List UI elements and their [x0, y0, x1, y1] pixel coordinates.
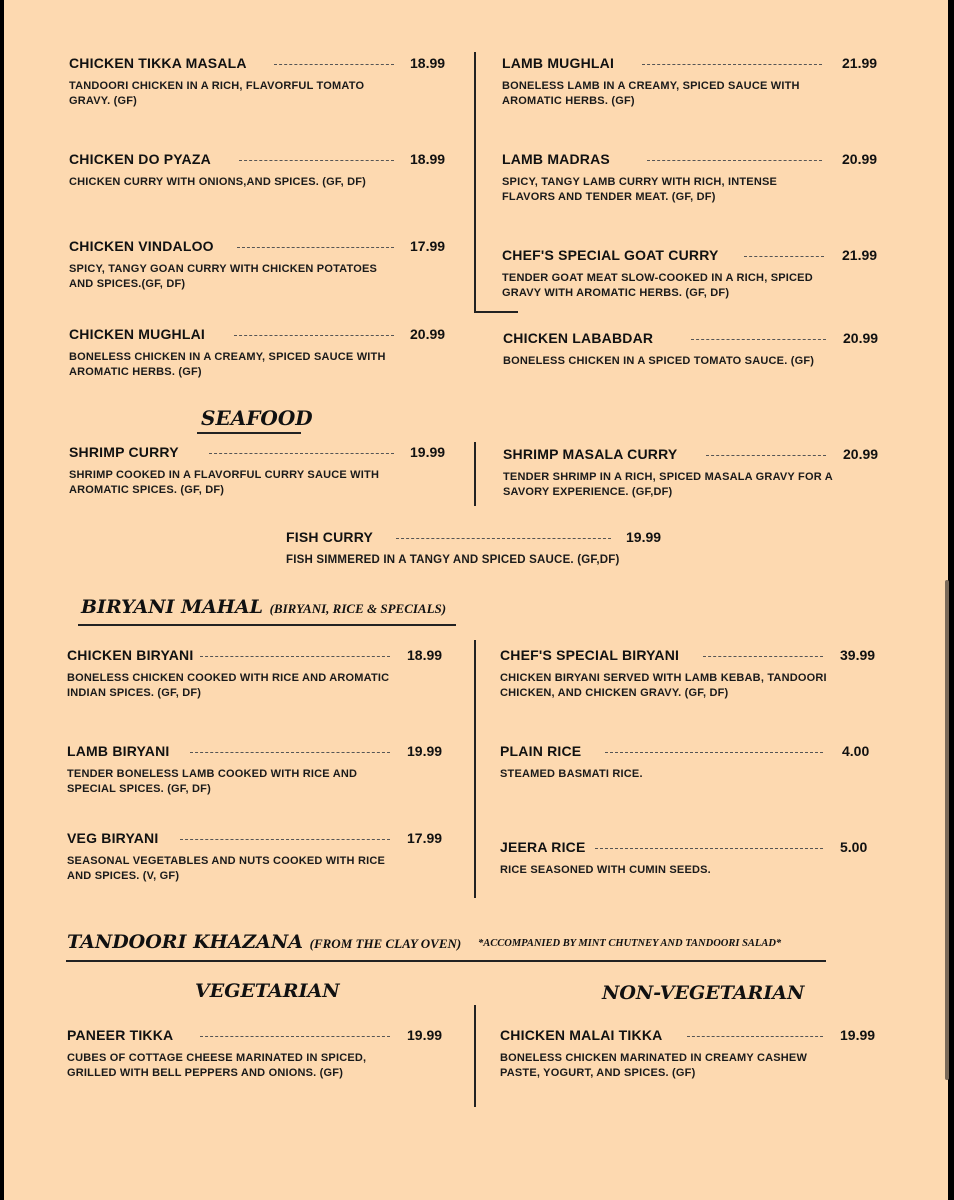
item-description: BONELESS CHICKEN IN A SPICED TOMATO SAUCE. (GF): [503, 355, 815, 367]
section-title-biryani: [81, 596, 446, 618]
section-title-tandoori: [67, 931, 461, 953]
leader-dots: [234, 335, 394, 336]
column-divider: [474, 442, 476, 506]
item-name: CHICKEN LABABDAR: [503, 330, 654, 346]
item-price: 21.99: [842, 55, 878, 71]
item-description: BONELESS CHICKEN IN A CREAMY, SPICED SAUCE WITH AROMATIC HERBS. (GF): [69, 351, 386, 378]
item-name: PANEER TIKKA: [67, 1027, 174, 1043]
item-name: CHEF'S SPECIAL BIRYANI: [500, 647, 680, 663]
leader-dots: [605, 752, 823, 753]
item-name: SHRIMP CURRY: [69, 444, 179, 460]
section-subtitle: (FROM THE CLAY OVEN): [309, 936, 462, 951]
item-description: FISH SIMMERED IN A TANGY AND SPICED SAUCE. (GF,DF): [286, 554, 620, 566]
item-description: CHICKEN BIRYANI SERVED WITH LAMB KEBAB, TANDOORI CHICKEN, AND CHICKEN GRAVY. (GF, DF): [500, 672, 827, 699]
leader-dots: [239, 160, 394, 161]
item-description: SHRIMP COOKED IN A FLAVORFUL CURRY SAUCE WITH AROMATIC SPICES. (GF, DF): [69, 469, 380, 496]
section-note: *ACCOMPANIED BY MINT CHUTNEY AND TANDOORI SALAD*: [478, 938, 782, 949]
section-underline: [66, 960, 826, 962]
item-price: 19.99: [410, 444, 446, 460]
leader-dots: [180, 839, 390, 840]
item-description: BONELESS LAMB IN A CREAMY, SPICED SAUCE WITH AROMATIC HERBS. (GF): [502, 80, 800, 107]
item-name: CHICKEN VINDALOO: [69, 238, 214, 254]
leader-dots: [274, 64, 394, 65]
item-name: CHICKEN TIKKA MASALA: [69, 55, 247, 71]
leader-dots: [396, 538, 611, 539]
item-description: TENDER SHRIMP IN A RICH, SPICED MASALA GRAVY FOR A SAVORY EXPERIENCE. (GF,DF): [503, 471, 833, 498]
item-price: 5.00: [840, 839, 868, 855]
leader-dots: [595, 848, 823, 849]
item-price: 19.99: [626, 529, 662, 545]
subsection-title-non-vegetarian: NON-VEGETARIAN: [602, 982, 805, 1004]
leader-dots: [209, 453, 394, 454]
item-price: 21.99: [842, 247, 878, 263]
item-price: 17.99: [407, 830, 443, 846]
vertical-scrollbar[interactable]: [945, 580, 949, 1080]
item-name: SHRIMP MASALA CURRY: [503, 446, 678, 462]
item-name: FISH CURRY: [286, 529, 374, 545]
item-price: 20.99: [842, 151, 878, 167]
leader-dots: [706, 455, 826, 456]
item-description: RICE SEASONED WITH CUMIN SEEDS.: [500, 864, 711, 876]
column-divider: [474, 1005, 476, 1107]
item-name: CHICKEN MALAI TIKKA: [500, 1027, 663, 1043]
item-description: SEASONAL VEGETABLES AND NUTS COOKED WITH RICE AND SPICES. (V, GF): [67, 855, 386, 882]
item-description: TENDER GOAT MEAT SLOW-COOKED IN A RICH, SPICED GRAVY WITH AROMATIC HERBS. (GF, DF): [502, 272, 813, 299]
item-description: BONELESS CHICKEN MARINATED IN CREAMY CASHEW PASTE, YOGURT, AND SPICES. (GF): [500, 1052, 808, 1079]
section-underline: [197, 432, 301, 434]
menu-page: [4, 0, 948, 1200]
item-price: 20.99: [843, 446, 879, 462]
item-price: 39.99: [840, 647, 876, 663]
item-description: TENDER BONELESS LAMB COOKED WITH RICE AND SPECIAL SPICES. (GF, DF): [67, 768, 358, 795]
leader-dots: [642, 64, 822, 65]
item-name: LAMB MADRAS: [502, 151, 610, 167]
item-price: 18.99: [410, 151, 446, 167]
item-name: LAMB MUGHLAI: [502, 55, 615, 71]
item-description: TANDOORI CHICKEN IN A RICH, FLAVORFUL TOMATO GRAVY. (GF): [69, 80, 365, 107]
leader-dots: [647, 160, 822, 161]
item-price: 19.99: [840, 1027, 876, 1043]
item-price: 18.99: [410, 55, 446, 71]
section-title-seafood: SEAFOOD: [201, 406, 313, 430]
item-description: SPICY, TANGY LAMB CURRY WITH RICH, INTENSE FLAVORS AND TENDER MEAT. (GF, DF): [502, 176, 778, 203]
leader-dots: [744, 256, 824, 257]
leader-dots: [687, 1036, 823, 1037]
item-description: SPICY, TANGY GOAN CURRY WITH CHICKEN POTATOES AND SPICES.(GF, DF): [69, 263, 378, 290]
item-price: 4.00: [842, 743, 870, 759]
column-divider: [474, 640, 476, 898]
leader-dots: [190, 752, 390, 753]
item-name: VEG BIRYANI: [67, 830, 159, 846]
item-name: CHICKEN MUGHLAI: [69, 326, 205, 342]
item-price: 18.99: [407, 647, 443, 663]
subsection-title-vegetarian: VEGETARIAN: [195, 980, 340, 1002]
leader-dots: [237, 247, 394, 248]
item-description: CHICKEN CURRY WITH ONIONS,AND SPICES. (GF, DF): [69, 176, 367, 188]
section-subtitle: (BIRYANI, RICE & SPECIALS): [269, 601, 447, 616]
item-description: BONELESS CHICKEN COOKED WITH RICE AND AROMATIC INDIAN SPICES. (GF, DF): [67, 672, 390, 699]
item-name: JEERA RICE: [500, 839, 586, 855]
section-title-text: BIRYANI MAHAL: [81, 596, 263, 618]
column-divider: [474, 52, 476, 312]
item-name: CHICKEN DO PYAZA: [69, 151, 211, 167]
divider-foot: [474, 311, 518, 313]
item-price: 20.99: [843, 330, 879, 346]
item-name: CHEF'S SPECIAL GOAT CURRY: [502, 247, 719, 263]
item-name: LAMB BIRYANI: [67, 743, 170, 759]
section-underline: [78, 624, 456, 626]
item-description: STEAMED BASMATI RICE.: [500, 768, 643, 780]
leader-dots: [200, 1036, 390, 1037]
item-price: 17.99: [410, 238, 446, 254]
item-price: 19.99: [407, 1027, 443, 1043]
item-price: 19.99: [407, 743, 443, 759]
section-title-text: TANDOORI KHAZANA: [67, 931, 304, 953]
item-description: CUBES OF COTTAGE CHEESE MARINATED IN SPICED, GRILLED WITH BELL PEPPERS AND ONIONS. (GF): [67, 1052, 367, 1079]
leader-dots: [703, 656, 823, 657]
leader-dots: [200, 656, 390, 657]
leader-dots: [691, 339, 826, 340]
item-name: CHICKEN BIRYANI: [67, 647, 194, 663]
item-price: 20.99: [410, 326, 446, 342]
item-name: PLAIN RICE: [500, 743, 582, 759]
